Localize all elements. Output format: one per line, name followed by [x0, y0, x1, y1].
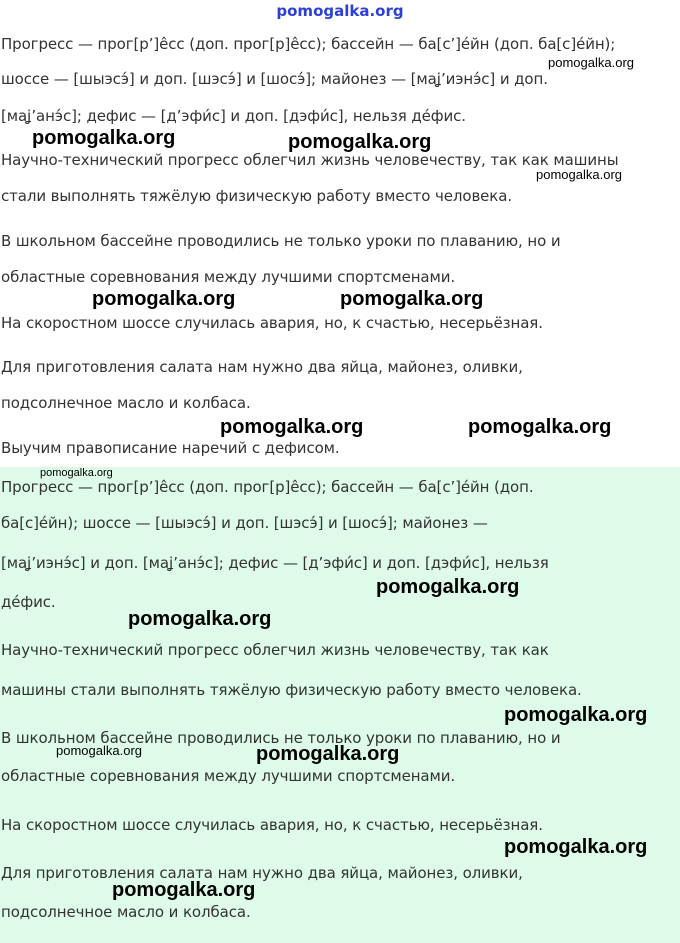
watermark: pomogalka.org [376, 576, 520, 598]
text-line: подсолнечное масло и колбаса. [1, 903, 251, 921]
text-line: шоссе — [шыэсэ́] и доп. [шэсэ́] и [шосэ́]; майонез — [маʝʼиэнэ́с] и доп. [1, 70, 548, 88]
watermark: pomogalka.org [468, 416, 612, 438]
text-line: Научно-технический прогресс облегчил жизнь человечеству, так как [1, 641, 549, 659]
text-line: Прогресс — прог[рʼ]е̂сс (доп. прог[р]е̂сс); бассейн — ба[сʼ]е́йн (доп. ба[с]е́йн); [1, 35, 616, 53]
text-line: Для приготовления салата нам нужно два яйца, майонез, оливки, [1, 864, 523, 882]
text-line: На скоростном шоссе случилась авария, но, к счастью, несерьёзная. [1, 816, 543, 834]
text-line: областные соревнования между лучшими спортсменами. [1, 268, 456, 286]
text-line: Выучим правописание наречий с дефисом. [1, 439, 340, 457]
text-line: [маʝʼиэнэ́с] и доп. [маʝʼанэ́с]; дефис — [дʼэфи́с] и доп. [дэфи́с], нельзя [1, 554, 549, 572]
watermark: pomogalka.org [548, 55, 634, 70]
watermark: pomogalka.org [128, 608, 272, 630]
text-line: машины стали выполнять тяжёлую физическую работу вместо человека. [1, 681, 582, 699]
watermark: pomogalka.org [536, 167, 622, 182]
text-line: стали выполнять тяжёлую физическую работу вместо человека. [1, 187, 513, 205]
watermark: pomogalka.org [92, 288, 236, 310]
text-line: В школьном бассейне проводились не только уроки по плаванию, но и [1, 232, 561, 250]
watermark: pomogalka.org [40, 467, 113, 479]
text-line: Научно-технический прогресс облегчил жизнь человечеству, так как машины [1, 151, 619, 169]
watermark: pomogalka.org [256, 743, 400, 765]
text-line: [маʝʼанэ́с]; дефис — [дʼэфи́с] и доп. [дэфи́с], нельзя де́фис. [1, 107, 466, 125]
text-line: подсолнечное масло и колбаса. [1, 394, 251, 412]
watermark: pomogalka.org [504, 704, 648, 726]
watermark: pomogalka.org [112, 879, 256, 901]
text-line: Для приготовления салата нам нужно два яйца, майонез, оливки, [1, 358, 523, 376]
text-line: В школьном бассейне проводились не только уроки по плаванию, но и [1, 729, 561, 747]
text-line: Прогресс — прог[рʼ]е̂сс (доп. прог[р]е̂сс); бассейн — ба[сʼ]е́йн (доп. [1, 478, 534, 496]
watermark: pomogalka.org [56, 743, 142, 758]
text-line: ба[с]е́йн); шоссе — [шыэсэ́] и доп. [шэсэ́] и [шосэ́]; майонез — [1, 514, 488, 532]
text-line: де́фис. [1, 593, 56, 611]
watermark: pomogalka.org [288, 131, 432, 153]
watermark: pomogalka.org [32, 127, 176, 149]
watermark: pomogalka.org [504, 836, 648, 858]
site-link[interactable]: pomogalka.org [276, 2, 404, 20]
text-line: На скоростном шоссе случилась авария, но, к счастью, несерьёзная. [1, 314, 543, 332]
watermark: pomogalka.org [340, 288, 484, 310]
watermark: pomogalka.org [220, 416, 364, 438]
text-line: областные соревнования между лучшими спортсменами. [1, 767, 456, 785]
